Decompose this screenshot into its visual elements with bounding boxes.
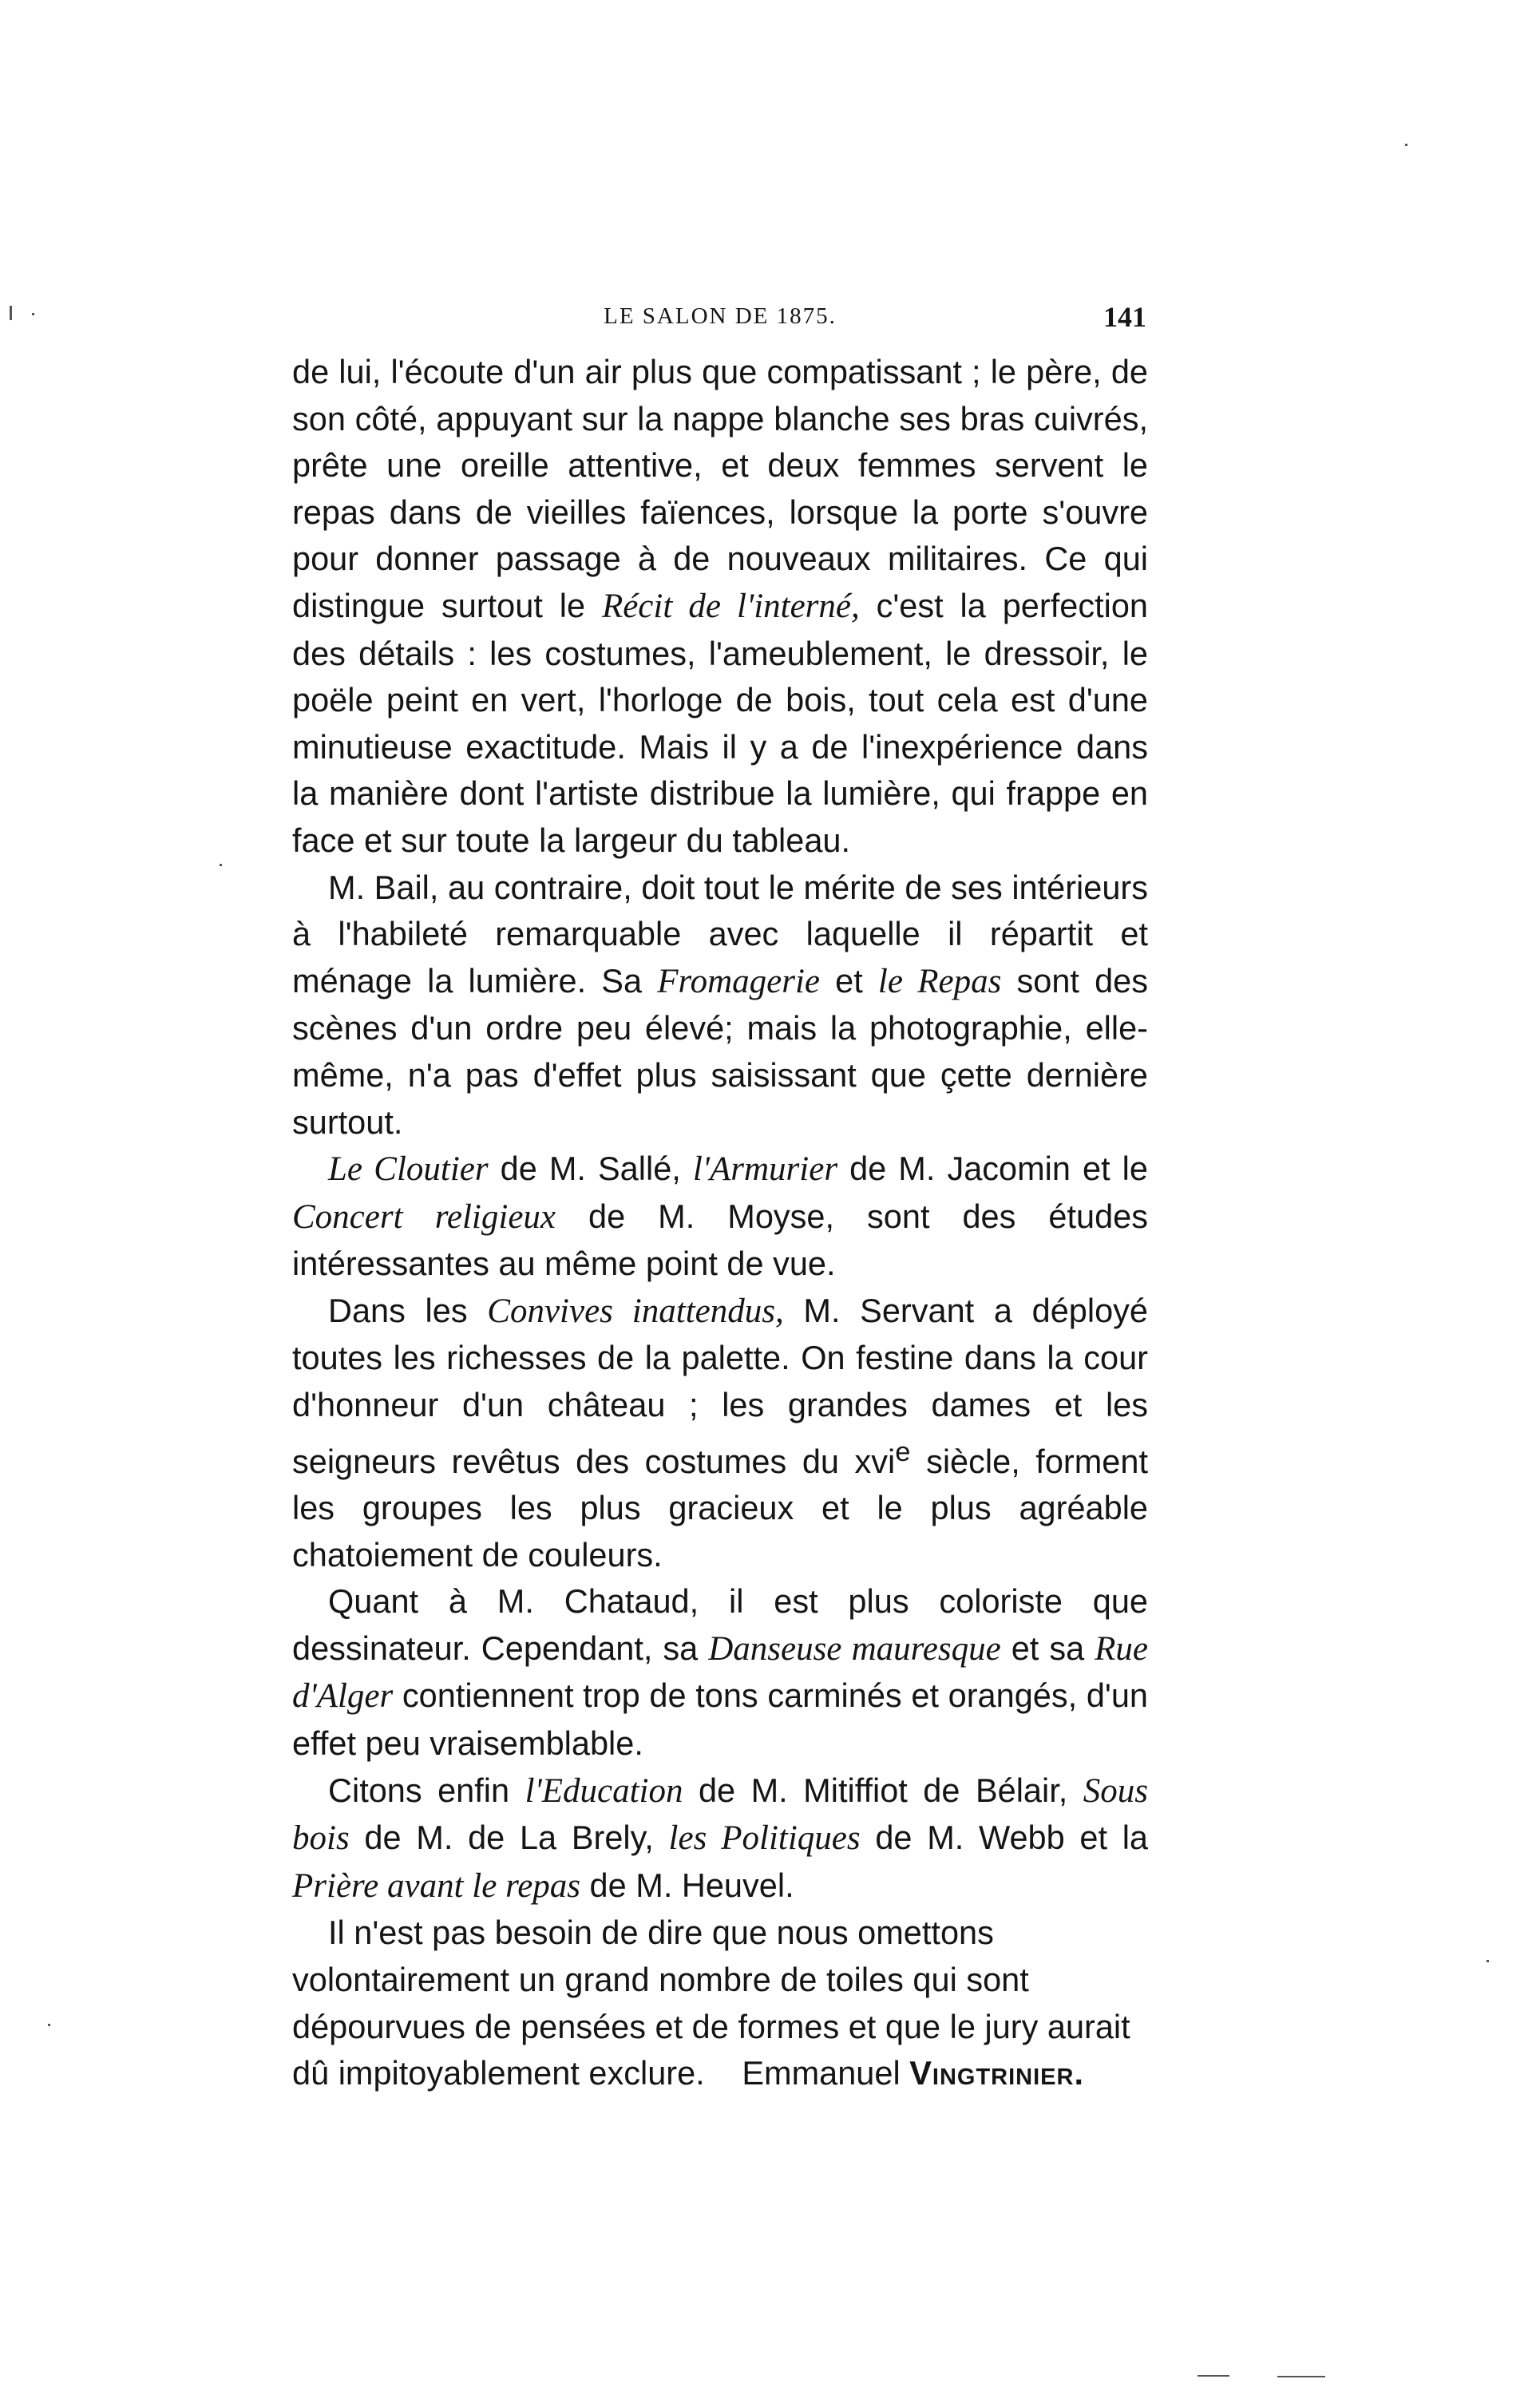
superscript: e <box>895 1436 911 1467</box>
text-run: et <box>820 961 878 1000</box>
author-signature <box>742 2050 1084 2097</box>
italic-title: Rue d'Alger <box>292 1629 1149 1716</box>
running-head <box>294 303 1146 348</box>
paragraph <box>292 1910 1148 2096</box>
text-run: de lui, l'écoute d'un air plus que compatissant ; le père, de son côté, appuyant sur la nappe blanche ses bras cuivrés, prête une oreille attentive, et deux femmes servent le repas dans de vieilles faïences, lorsque la porte s'ouvre pour donner passage à de nouveaux militaires. Ce qui distingue surtout le <box>292 353 1148 624</box>
paragraph <box>292 1288 1148 1578</box>
text-run: M. Bail, au contraire, doit tout le mérite de ses intérieurs à l'habileté remarquable avec laquelle il répartit et ménage la lumière. Sa <box>292 868 1148 1000</box>
scan-speck <box>48 2024 50 2026</box>
text-run: de M. Sallé, <box>488 1150 693 1188</box>
paragraph <box>292 865 1148 1146</box>
paragraph <box>292 349 1148 865</box>
scan-speck <box>1198 2375 1229 2377</box>
text-run: de M. Webb et la <box>860 1819 1149 1857</box>
scan-speck <box>10 306 12 320</box>
paragraph <box>292 1578 1148 1767</box>
italic-title: Danseuse mauresque <box>708 1629 1001 1668</box>
paragraph <box>292 1767 1148 1910</box>
paragraph <box>292 1146 1148 1288</box>
text-run: de M. Mitiffiot de Bélair, <box>683 1771 1083 1809</box>
scan-speck <box>1405 144 1407 146</box>
text-run: et sa <box>1000 1629 1095 1667</box>
scan-speck <box>32 313 34 315</box>
text-run: contiennent trop de tons carminés et orangés, d'un effet peu vraisemblable. <box>292 1676 1148 1763</box>
italic-title: Sous bois <box>292 1771 1148 1858</box>
scan-speck <box>1277 2376 1325 2377</box>
text-run: de M. Heuvel. <box>580 1866 794 1904</box>
italic-title: l'Armurier <box>692 1150 838 1189</box>
text-run: de M. Jacomin et le <box>837 1150 1148 1188</box>
running-title: LE SALON DE 1875. <box>604 303 837 329</box>
author-last-name: Vingtrinier. <box>909 2054 1084 2092</box>
italic-title: Prière avant le repas <box>292 1866 581 1905</box>
text-run: M. Servant a déployé toutes les richesses de la palette. On festine dans la cour d'honneur d'un château ; les grandes dames et les seigneurs revêtus des costumes du xvi <box>292 1291 1148 1480</box>
text-run: Dans les <box>328 1291 488 1329</box>
italic-title: Convives inattendus, <box>487 1292 784 1330</box>
text-run: Quant à M. Chataud, il est plus coloriste que dessinateur. Cependant, sa <box>292 1582 1148 1667</box>
body-text <box>292 349 1148 2097</box>
page-number: 141 <box>1103 301 1146 333</box>
author-first-name: Emmanuel <box>742 2054 901 2092</box>
text-run: de M. Moyse, sont des études intéressantes au même point de vue. <box>292 1197 1148 1283</box>
italic-title: Fromagerie <box>657 962 820 1000</box>
italic-title: l'Education <box>525 1771 683 1810</box>
italic-title: le Repas <box>877 962 1002 1000</box>
text-run: c'est la perfection des détails : les costumes, l'ameublement, le dressoir, le poële peint en vert, l'horloge de bois, tout cela est d'une minutieuse exactitude. Mais il y a de l'inexpérience dans la manière dont l'artiste distribue la lumière, qui frappe en face et sur toute la largeur du tableau. <box>292 586 1148 859</box>
text-run: Il n'est pas besoin de dire que nous omettons volontairement un grand nombre de toiles qui sont dépourvues de pensées et de formes et que le jury aurait dû impitoyablement exclure. <box>292 1914 1130 2092</box>
scan-speck <box>1487 1960 1489 1962</box>
italic-title: Récit de l'interné, <box>601 587 860 625</box>
text-run: sont des scènes d'un ordre peu élevé; mais la photographie, elle-même, n'a pas d'effet plus saisissant que çette dernière surtout. <box>292 961 1148 1141</box>
italic-title: les Politiques <box>668 1819 861 1858</box>
italic-title: Le Cloutier <box>328 1150 489 1189</box>
italic-title: Concert religieux <box>292 1197 556 1236</box>
text-run: de M. de La Brely, <box>349 1819 669 1857</box>
text-run: siècle, forment les groupes les plus gracieux et le plus agréable chatoiement de couleurs. <box>292 1442 1148 1574</box>
text-run: Citons enfin <box>328 1771 525 1809</box>
scan-speck <box>220 864 222 866</box>
